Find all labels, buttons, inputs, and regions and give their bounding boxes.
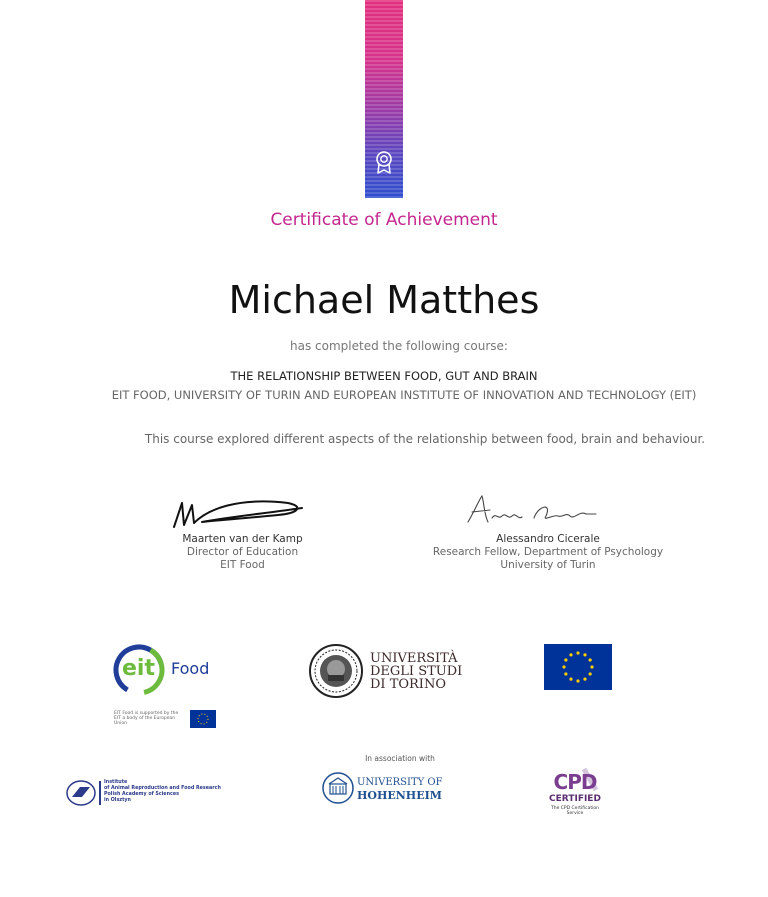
eit-food-logo	[112, 643, 222, 695]
eu-star	[564, 672, 567, 675]
eit-wordmark: eit	[122, 656, 155, 681]
signatory-name: Alessandro Cicerale	[496, 533, 600, 545]
turin-line-1: UNIVERSITÀ	[370, 651, 458, 666]
completed-text: has completed the following course:	[290, 339, 508, 353]
institute-emblem-icon	[66, 779, 96, 807]
cpd-wordmark: CPD	[553, 770, 597, 794]
course-title: THE RELATIONSHIP BETWEEN FOOD, GUT AND BRAIN	[230, 369, 538, 383]
eu-flag-icon	[544, 644, 612, 690]
course-description: This course explored different aspects of the relationship between food, brain and behaviour.	[144, 432, 706, 446]
hohenheim-line-1: UNIVERSITY OF	[357, 777, 443, 788]
signatory-org: University of Turin	[500, 559, 596, 571]
institute-olsztyn-logo	[66, 779, 226, 809]
cpd-line-4: Service	[566, 811, 584, 816]
signatory-role: Director of Education	[186, 546, 299, 558]
turin-line-3: DI TORINO	[370, 677, 446, 692]
signature-maarten	[168, 489, 308, 531]
hohenheim-seal-icon	[322, 772, 354, 804]
signatory-name: Maarten van der Kamp	[182, 533, 303, 545]
certificate-ribbon	[365, 0, 403, 198]
cpd-certified-label: CERTIFIED	[549, 794, 601, 804]
eu-star	[583, 678, 586, 681]
award-badge-icon	[374, 150, 394, 174]
eit-food-label: Food	[171, 659, 210, 678]
university-hohenheim-logo	[322, 772, 452, 806]
signatory-2	[418, 533, 678, 572]
association-label: In association with	[365, 754, 435, 763]
institute-line-2: of Animal Reproduction and Food Research	[104, 786, 221, 791]
turin-line-2: DEGLI STUDI	[370, 664, 463, 679]
eu-star	[590, 665, 593, 668]
cpd-line-3: The CPD Certification	[550, 806, 599, 811]
institute-line-4: in Olsztyn	[104, 798, 131, 803]
eu-star	[564, 658, 567, 661]
hohenheim-line-2: HOHENHEIM	[357, 789, 442, 802]
eu-star	[576, 651, 579, 654]
eu-star	[569, 653, 572, 656]
signatory-1	[140, 533, 345, 572]
cpd-certified-logo	[538, 766, 612, 826]
recipient-name: Michael Matthes	[228, 278, 540, 322]
eu-star	[589, 672, 592, 675]
signatory-org: EIT Food	[220, 559, 265, 571]
course-provider: EIT FOOD, UNIVERSITY OF TURIN AND EUROPEAN INSTITUTE OF INNOVATION AND TECHNOLOGY (EIT)	[111, 388, 697, 402]
eit-support-note: EIT Food is supported by the EIT a body of the European Union	[114, 711, 179, 726]
signatory-role: Research Fellow, Department of Psychology	[432, 546, 664, 558]
institute-line-3: Polish Academy of Sciences	[104, 792, 179, 797]
institute-line-1: Institute	[104, 780, 128, 785]
institute-divider	[99, 781, 101, 805]
eu-star	[589, 658, 592, 661]
eu-star	[576, 679, 579, 682]
eu-star	[569, 678, 572, 681]
signature-alessandro	[462, 492, 602, 530]
certificate-title: Certificate of Achievement	[270, 210, 498, 230]
eu-star	[562, 665, 565, 668]
eu-flag-small-icon	[190, 710, 216, 728]
university-turin-logo	[308, 643, 468, 703]
turin-seal-icon	[308, 643, 364, 699]
eu-star	[583, 653, 586, 656]
